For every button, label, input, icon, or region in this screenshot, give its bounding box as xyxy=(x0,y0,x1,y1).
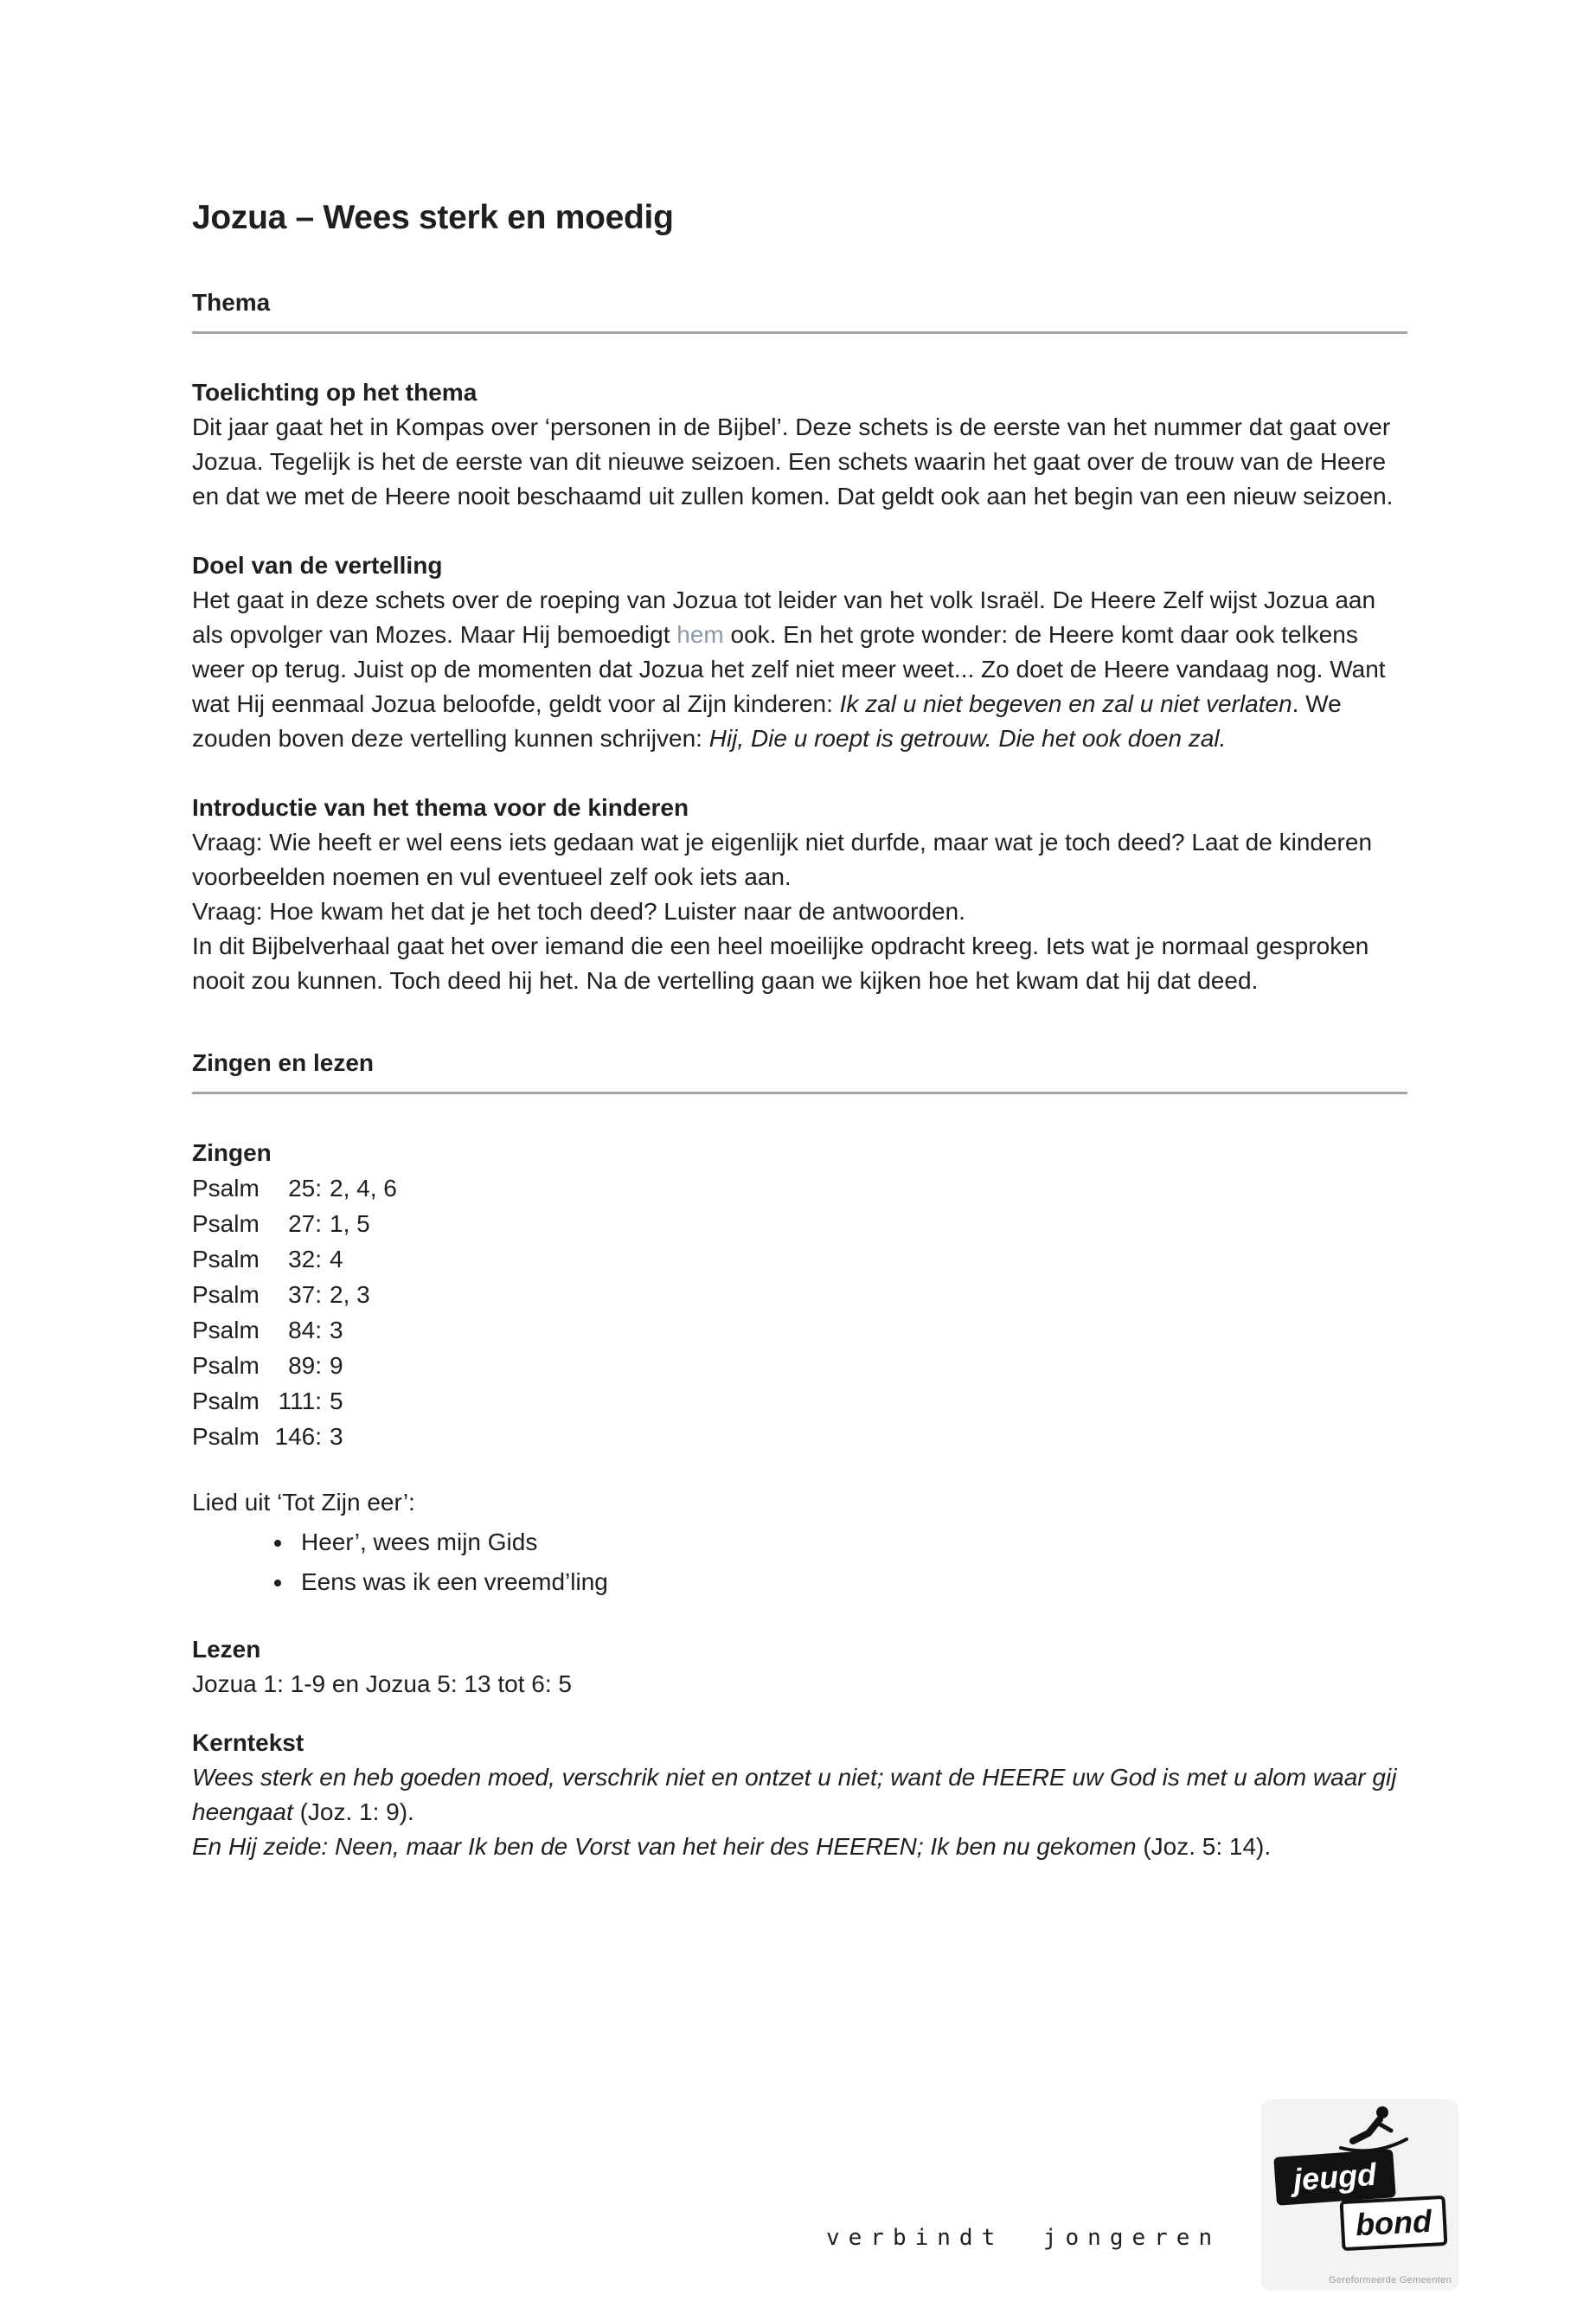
psalm-number: 84: xyxy=(288,1316,322,1343)
psalm-label: Psalm xyxy=(192,1387,260,1414)
jeugdbond-logo xyxy=(1261,2099,1458,2291)
lezen-paragraph: Jozua 1: 1-9 en Jozua 5: 13 tot 6: 5 xyxy=(192,1670,572,1697)
text-segment: ook. En het grote wonder: de Heere komt daar ook telkens weer op terug. Juist op de momenten dat Jozua het zelf niet meer weet... Zo doet de Heere vandaag nog. Want wat Hij eenmaal Jozua beloofde, geldt voor al Zijn kinderen: xyxy=(192,620,1386,717)
psalm-number: 37: xyxy=(288,1280,322,1308)
logo-word-bond: bond xyxy=(1340,2195,1448,2251)
psalm-row xyxy=(192,1419,1407,1454)
psalm-label: Psalm xyxy=(192,1422,260,1450)
section-zingen-en-lezen xyxy=(192,1045,1407,1864)
section-heading-zingen-en-lezen: Zingen en lezen xyxy=(192,1048,375,1076)
psalm-row xyxy=(192,1170,1407,1206)
text-segment: Het gaat in deze schets over de roeping van Jozua tot leider van het volk Israël. De Heere Zelf wijst Jozua aan als opvolger van Mozes. Maar Hij bemoedigt xyxy=(192,586,1376,648)
psalm-label: Psalm xyxy=(192,1351,260,1379)
psalm-label: Psalm xyxy=(192,1209,260,1237)
psalm-row xyxy=(192,1206,1407,1241)
quote-segment: Wees sterk en heb goeden moed, verschrik niet en ontzet u niet; want de HEERE uw God is met u alom waar gij heengaat xyxy=(192,1763,1397,1825)
psalm-verses: 2, 3 xyxy=(330,1280,370,1308)
introductie-paragraph: Vraag: Wie heeft er wel eens iets gedaan wat je eigenlijk niet durfde, maar wat je toch deed? Laat de kinderen voorbeelden noemen en vul eventueel zelf ook iets aan. xyxy=(192,828,1373,890)
psalm-number: 146: xyxy=(274,1422,322,1450)
psalm-verses: 3 xyxy=(330,1422,343,1450)
section-thema xyxy=(192,285,1407,998)
kerntekst-quote-1 xyxy=(192,1760,1407,1830)
quote-segment: En Hij zeide: Neen, maar Ik ben de Vorst van het heir des HEEREN; Ik ben nu gekomen xyxy=(192,1832,1144,1860)
psalm-number: 25: xyxy=(288,1174,322,1202)
psalm-label: Psalm xyxy=(192,1174,260,1202)
psalm-verses: 3 xyxy=(330,1316,343,1343)
tagline: verbindt jongeren xyxy=(826,2225,1221,2251)
psalm-verses: 1, 5 xyxy=(330,1209,370,1237)
subheading-zingen: Zingen xyxy=(192,1138,272,1166)
psalm-verses: 9 xyxy=(330,1351,343,1379)
psalm-verses: 4 xyxy=(330,1245,343,1272)
subheading-kerntekst: Kerntekst xyxy=(192,1728,304,1756)
doel-paragraph xyxy=(192,583,1407,756)
psalm-row xyxy=(192,1383,1407,1419)
list-item xyxy=(294,1564,1407,1599)
section-divider xyxy=(192,331,1407,334)
psalm-label: Psalm xyxy=(192,1316,260,1343)
psalm-number: 27: xyxy=(288,1209,322,1237)
psalm-verses: 5 xyxy=(330,1387,343,1414)
subheading-toelichting: Toelichting op het thema xyxy=(192,378,478,406)
lied-item-label: Heer’, wees mijn Gids xyxy=(301,1528,538,1555)
psalm-number: 89: xyxy=(288,1351,322,1379)
introductie-paragraph: In dit Bijbelverhaal gaat het over iemand die een heel moeilijke opdracht kreeg. Iets wat je normaal gesproken nooit zou kunnen. Toch deed hij het. Na de vertelling gaan we kijken hoe het kwam dat hij dat deed. xyxy=(192,932,1369,994)
lied-list xyxy=(192,1524,1407,1599)
kerntekst-quote-2 xyxy=(192,1830,1407,1864)
psalm-row xyxy=(192,1312,1407,1348)
psalm-row xyxy=(192,1348,1407,1383)
reference-segment: (Joz. 5: 14). xyxy=(1143,1832,1272,1860)
lied-intro: Lied uit ‘Tot Zijn eer’: xyxy=(192,1488,415,1516)
psalm-number: 32: xyxy=(288,1245,322,1272)
text-segment: . We zouden boven deze vertelling kunnen schrijven: xyxy=(192,689,1342,752)
introductie-paragraph: Vraag: Hoe kwam het dat je het toch deed? Luister naar de antwoorden. xyxy=(192,897,965,925)
psalm-number: 111: xyxy=(278,1387,322,1414)
psalm-list xyxy=(192,1170,1407,1454)
lied-item-label: Eens was ik een vreemd’ling xyxy=(301,1567,608,1595)
quote-segment: Hij, Die u roept is getrouw. Die het ook doen zal. xyxy=(708,724,1227,752)
psalm-row xyxy=(192,1277,1407,1312)
logo-word-jeugd: jeugd xyxy=(1273,2149,1396,2205)
psalm-row xyxy=(192,1241,1407,1277)
subheading-doel: Doel van de vertelling xyxy=(192,551,443,579)
quote-segment: Ik zal u niet begeven en zal u niet verlaten xyxy=(839,689,1292,717)
subheading-lezen: Lezen xyxy=(192,1635,261,1663)
highlighted-word: hem xyxy=(676,620,724,648)
psalm-label: Psalm xyxy=(192,1245,260,1272)
page-title: Jozua – Wees sterk en moedig xyxy=(192,199,674,236)
subheading-introductie: Introductie van het thema voor de kinderen xyxy=(192,793,689,821)
logo-caption: Gereformeerde Gemeenten xyxy=(1328,2275,1452,2285)
list-item xyxy=(294,1524,1407,1560)
reference-segment: (Joz. 1: 9). xyxy=(299,1798,414,1825)
psalm-label: Psalm xyxy=(192,1280,260,1308)
skier-icon xyxy=(1334,2105,1413,2155)
section-heading-thema: Thema xyxy=(192,288,271,316)
toelichting-paragraph: Dit jaar gaat het in Kompas over ‘personen in de Bijbel’. Deze schets is de eerste van het nummer dat gaat over Jozua. Tegelijk is het de eerste van dit nieuwe seizoen. Een schets waarin het gaat over de trouw van de Heere en dat we met de Heere nooit beschaamd uit zullen komen. Dat geldt ook aan het begin van een nieuw seizoen. xyxy=(192,413,1394,510)
section-divider xyxy=(192,1092,1407,1094)
psalm-verses: 2, 4, 6 xyxy=(330,1174,397,1202)
